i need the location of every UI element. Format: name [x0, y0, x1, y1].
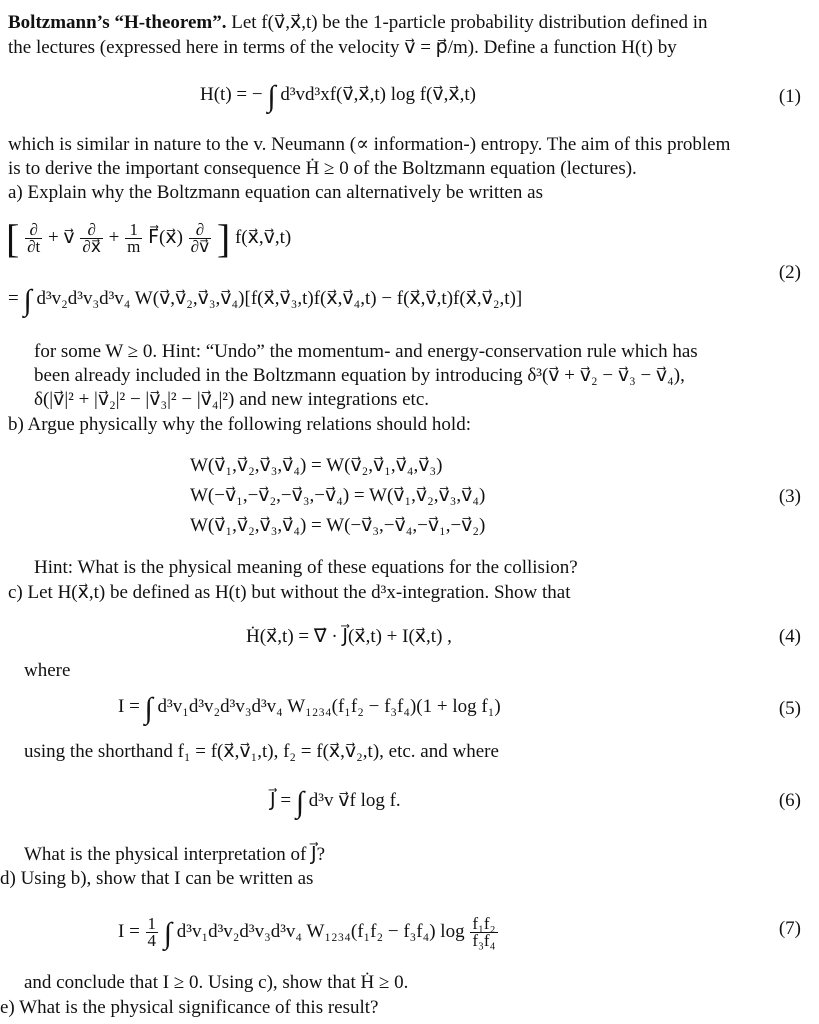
right-bracket: ] [216, 215, 231, 261]
equation-number-6: (6) [778, 790, 801, 811]
part-c-prompt: c) Let H(x⃗,t) be defined as H(t) but without the d³x-integration. Show that [8, 582, 571, 603]
intro-line-1 [8, 12, 707, 34]
fraction-denominator: m [127, 237, 141, 256]
fraction-denominator: ∂t [27, 237, 41, 256]
part-a-prompt: a) Explain why the Boltzmann equation can alternatively be written as [8, 182, 543, 203]
left-bracket: [ [6, 215, 20, 261]
part-e-prompt: e) What is the physical significance of this result? [0, 997, 379, 1018]
equation-number-3: (3) [778, 486, 801, 507]
one-quarter-fraction [146, 916, 159, 949]
partial-x-fraction [80, 222, 102, 255]
problem-title: Boltzmann’s “H-theorem”. [8, 12, 227, 33]
fraction-numerator: ∂ [189, 222, 211, 239]
equation-4: Ḣ(x⃗,t) = ∇⃗ · J⃗(x⃗,t) + I(x⃗,t) , [246, 626, 452, 647]
collision-integral: d³v₂d³v₃d³v₄ W(v⃗,v⃗₂,v⃗₃,v⃗₄)[f(x⃗,v⃗₃,t)f(x⃗,v⃗₄,t) − f(x⃗,v⃗,t)f(x⃗,v⃗₂,t)] [36, 288, 523, 309]
equation-2-line-2 [8, 284, 523, 317]
fraction-numerator: ∂ [25, 222, 42, 239]
eq6-lhs: J⃗ = [270, 790, 292, 811]
equation-1 [200, 80, 476, 113]
eq1-lhs: H(t) = − [200, 84, 263, 105]
equation-number-1: (1) [778, 86, 801, 107]
fraction-numerator: ∂ [80, 222, 102, 239]
where-label: where [24, 660, 71, 681]
part-d-prompt: d) Using b), show that I can be written as [0, 868, 314, 889]
text-line: What is the physical interpretation of J⃗? [24, 844, 326, 865]
text-line: using the shorthand f₁ = f(x⃗,v⃗₁,t), f₂ = f(x⃗,v⃗₂,t), etc. and where [24, 741, 499, 762]
intro-line-2: the lectures (expressed here in terms of the velocity v⃗ = p⃗/m). Define a function H(t) by [8, 37, 677, 58]
equals-sign: = [8, 288, 19, 309]
integral-sign: ∫ [295, 786, 305, 819]
equation-2-line-1 [6, 215, 292, 261]
equation-number-7: (7) [778, 918, 801, 939]
equation-5 [118, 692, 501, 725]
fraction-denominator: f₃f₄ [472, 931, 496, 950]
intro-text-1: Let f(v⃗,x⃗,t) be the 1-particle probability distribution defined in [231, 12, 708, 33]
partial-t-fraction [25, 222, 42, 255]
fraction-denominator: ∂v⃗ [190, 237, 210, 256]
fraction-denominator: ∂x⃗ [82, 237, 101, 256]
plus-sign: + [108, 226, 120, 248]
eq5-lhs: I = [118, 696, 140, 717]
equation-3-row-2: W(−v⃗₁,−v⃗₂,−v⃗₃,−v⃗₄) = W(v⃗₁,v⃗₂,v⃗₃,v⃗₄) [190, 485, 486, 506]
text-line: δ(|v⃗|² + |v⃗₂|² − |v⃗₃|² − |v⃗₄|²) and new integrations etc. [34, 389, 430, 410]
text-line: been already included in the Boltzmann equation by introducing δ³(v⃗ + v⃗₂ − v⃗₃ − v⃗₄), [34, 365, 685, 386]
fraction-numerator: 1 [147, 914, 157, 933]
text-line: and conclude that I ≥ 0. Using c), show that Ḣ ≥ 0. [24, 972, 409, 993]
distribution-f: f(x⃗,v⃗,t) [234, 226, 292, 248]
integral-sign: ∫ [267, 80, 276, 113]
equation-number-5: (5) [778, 698, 801, 719]
text-line: is to derive the important consequence Ḣ ≥ 0 of the Boltzmann equation (lectures). [8, 158, 637, 179]
fraction-numerator: 1 [125, 222, 142, 239]
equation-3-row-3: W(v⃗₁,v⃗₂,v⃗₃,v⃗₄) = W(−v⃗₃,−v⃗₄,−v⃗₁,−v⃗₂) [190, 515, 486, 536]
force-term: F⃗(x⃗) [148, 226, 183, 248]
integral-sign: ∫ [144, 692, 153, 725]
partial-v-fraction [189, 222, 211, 255]
equation-3-row-1: W(v⃗₁,v⃗₂,v⃗₃,v⃗₄) = W(v⃗₂,v⃗₁,v⃗₄,v⃗₃) [190, 455, 443, 476]
log-ratio-fraction [470, 916, 497, 949]
fraction-denominator: 4 [147, 931, 157, 950]
text-line: which is similar in nature to the v. Neumann (∝ information-) entropy. The aim of this problem [8, 134, 731, 155]
eq7-body: d³v₁d³v₂d³v₃d³v₄ W₁₂₃₄(f₁f₂ − f₃f₄) log [176, 920, 465, 942]
part-b-prompt: b) Argue physically why the following relations should hold: [8, 414, 471, 435]
equation-number-2: (2) [778, 262, 801, 283]
eq6-body: d³v v⃗f log f. [308, 790, 401, 811]
one-over-m-fraction [125, 222, 142, 255]
plus-v-term: + v⃗ [47, 226, 75, 248]
eq1-body: d³vd³xf(v⃗,x⃗,t) log f(v⃗,x⃗,t) [280, 84, 476, 105]
eq5-body: d³v₁d³v₂d³v₃d³v₄ W₁₂₃₄(f₁f₂ − f₃f₄)(1 + log f₁) [157, 696, 501, 717]
equation-number-4: (4) [778, 626, 801, 647]
integral-sign: ∫ [23, 284, 32, 317]
integral-sign: ∫ [163, 916, 173, 950]
text-line: for some W ≥ 0. Hint: “Undo” the momentum- and energy-conservation rule which has [34, 341, 698, 362]
equation-7 [118, 916, 499, 949]
text-line: Hint: What is the physical meaning of these equations for the collision? [34, 557, 578, 578]
eq7-lhs: I = [118, 920, 140, 942]
equation-6 [270, 786, 401, 819]
fraction-numerator: f₁f₂ [472, 914, 496, 933]
